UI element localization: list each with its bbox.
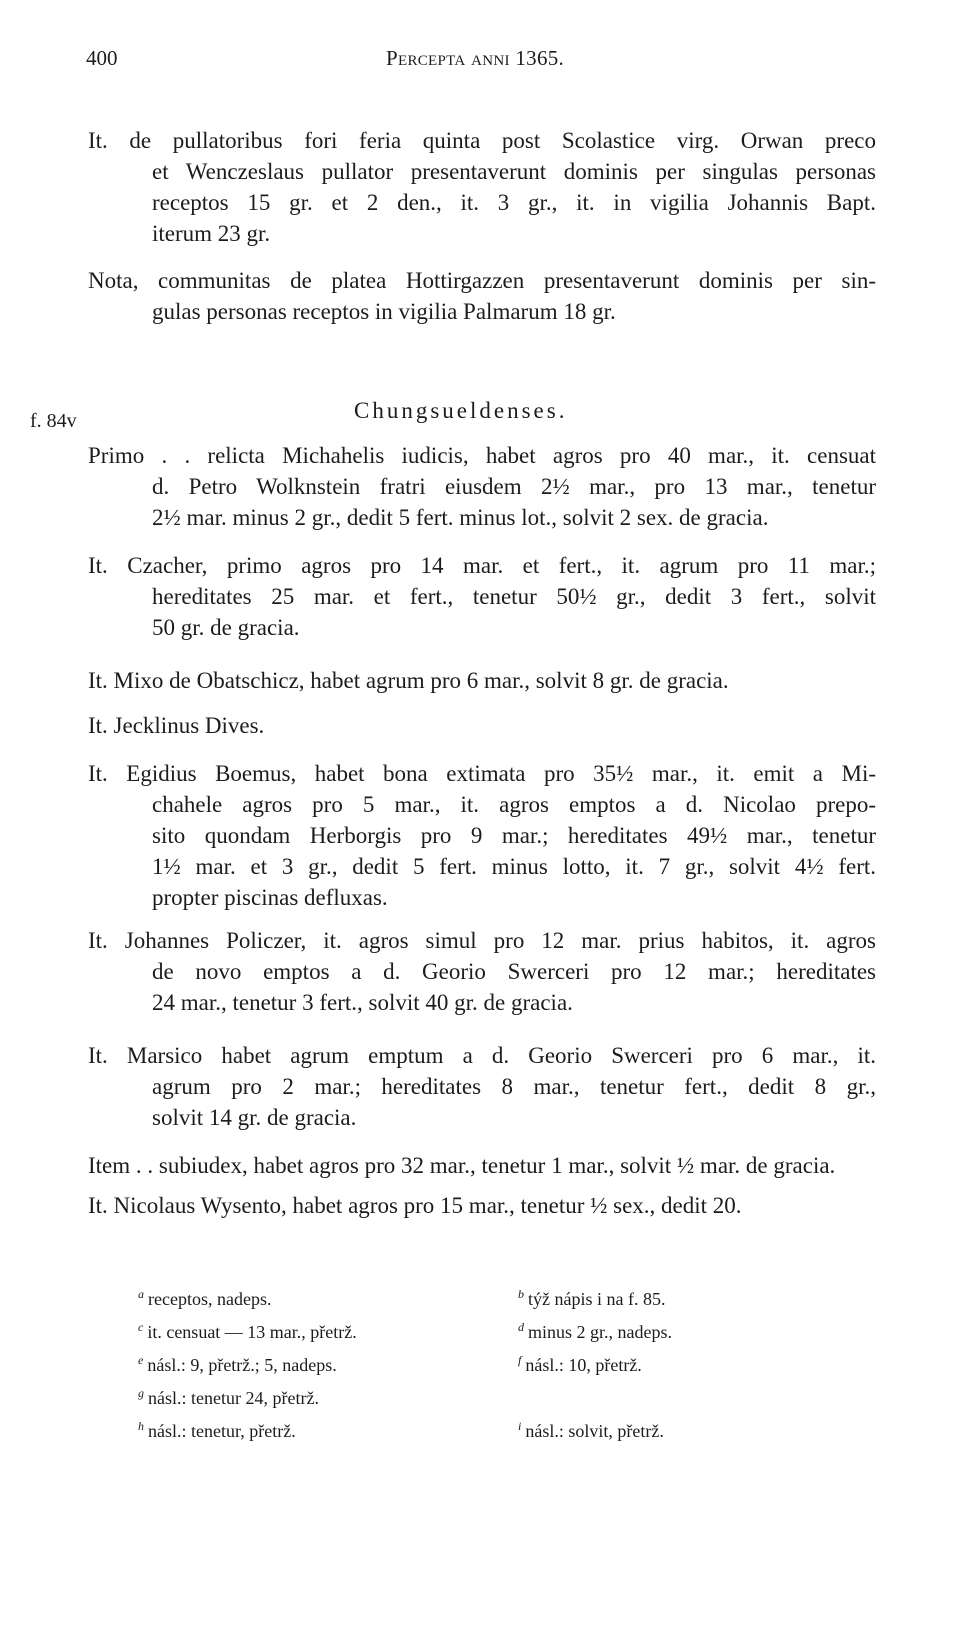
footnote-b: $^b$ týž nápis i na f. 85. <box>518 1287 666 1309</box>
entry-paragraph <box>88 550 876 643</box>
entry-paragraph <box>88 758 876 913</box>
entry-paragraph <box>88 440 876 533</box>
entry-line: receptos 15 gr. et 2 den., it. 3 gr., it. in vigilia Johannis Bapt. <box>152 190 876 215</box>
entry-line: Nota, communitas de platea Hottirgazzen presentaverunt dominis per sin- <box>88 268 876 293</box>
entry-paragraph <box>88 1190 876 1221</box>
footnote-h: $^h$ násl.: tenetur, přetrž. <box>138 1419 296 1441</box>
entry-line: propter piscinas defluxas. <box>152 885 388 910</box>
entry-line: It. Johannes Policzer, it. agros simul pro 12 mar. prius habitos, it. agros <box>88 928 876 953</box>
footnote-g: $^g$ násl.: tenetur 24, přetrž. <box>138 1386 319 1408</box>
entry-line: solvit 14 gr. de gracia. <box>152 1105 357 1130</box>
entry-line: It. Egidius Boemus, habet bona extimata pro 35½ mar., it. emit a Mi- <box>88 761 876 786</box>
entry-line: chahele agros pro 5 mar., it. agros emptos a d. Nicolao prepo- <box>152 792 876 817</box>
entry-line: iterum 23 gr. <box>152 221 271 246</box>
entry-line: 2½ mar. minus 2 gr., dedit 5 fert. minus lot., solvit 2 sex. de gracia. <box>152 505 769 530</box>
entry-line: 24 mar., tenetur 3 fert., solvit 40 gr. de gracia. <box>152 990 573 1015</box>
entry-line: hereditates 25 mar. et fert., tenetur 50½ gr., dedit 3 fert., solvit <box>152 584 876 609</box>
entry-line: Item . . subiudex, habet agros pro 32 mar., tenetur 1 mar., solvit ½ mar. de gracia. <box>88 1153 836 1178</box>
footnote-i: $^i$ násl.: solvit, přetrž. <box>518 1419 664 1441</box>
section-title: Chungsueldenses. <box>354 398 568 423</box>
entry-paragraph <box>88 665 876 696</box>
entry-line: gulas personas receptos in vigilia Palmarum 18 gr. <box>152 299 616 324</box>
footnote-a: $^a$ receptos, nadeps. <box>138 1287 272 1309</box>
footnotes <box>138 1280 898 1445</box>
entry-line: It. Jecklinus Dives. <box>88 713 265 738</box>
entry-line: 50 gr. de gracia. <box>152 615 300 640</box>
entry-paragraph <box>88 1040 876 1133</box>
footnote-e: $^e$ násl.: 9, přetrž.; 5, nadeps. <box>138 1353 337 1375</box>
running-title: Percepta anni 1365. <box>386 46 565 70</box>
entry-line: de novo emptos a d. Georio Swerceri pro 12 mar.; hereditates <box>152 959 876 984</box>
entry-line: et Wenczeslaus pullator presentaverunt dominis per singulas personas <box>152 159 876 184</box>
entry-line: Primo . . relicta Michahelis iudicis, habet agros pro 40 mar., it. censuat <box>88 443 876 468</box>
entry-line: It. Marsico habet agrum emptum a d. Georio Swerceri pro 6 mar., it. <box>88 1043 876 1068</box>
entry-line: agrum pro 2 mar.; hereditates 8 mar., tenetur fert., dedit 8 gr., <box>152 1074 876 1099</box>
footnote-d: $^d$ minus 2 gr., nadeps. <box>518 1320 672 1342</box>
entry-line: d. Petro Wolknstein fratri eiusdem 2½ mar., pro 13 mar., tenetur <box>152 474 876 499</box>
entry-line: It. de pullatoribus fori feria quinta post Scolastice virg. Orwan preco <box>88 128 876 153</box>
footnote-f: $^f$ násl.: 10, přetrž. <box>518 1353 642 1375</box>
entry-line: It. Czacher, primo agros pro 14 mar. et fert., it. agrum pro 11 mar.; <box>88 553 876 578</box>
footnote-c: $^c$ it. censuat — 13 mar., přetrž. <box>138 1320 357 1342</box>
entry-line: It. Mixo de Obatschicz, habet agrum pro 6 mar., solvit 8 gr. de gracia. <box>88 668 729 693</box>
folio-margin-note: f. 84v <box>30 410 77 432</box>
entry-paragraph <box>88 265 876 327</box>
page-number: 400 <box>86 46 118 70</box>
entry-line: It. Nicolaus Wysento, habet agros pro 15 mar., tenetur ½ sex., dedit 20. <box>88 1193 742 1218</box>
entry-line: 1½ mar. et 3 gr., dedit 5 fert. minus lotto, it. 7 gr., solvit 4½ fert. <box>152 854 876 879</box>
entry-line: sito quondam Herborgis pro 9 mar.; hereditates 49½ mar., tenetur <box>152 823 876 848</box>
entry-paragraph <box>88 925 876 1018</box>
entry-paragraph <box>88 1150 876 1181</box>
entry-paragraph <box>88 125 876 249</box>
entry-paragraph <box>88 710 876 741</box>
